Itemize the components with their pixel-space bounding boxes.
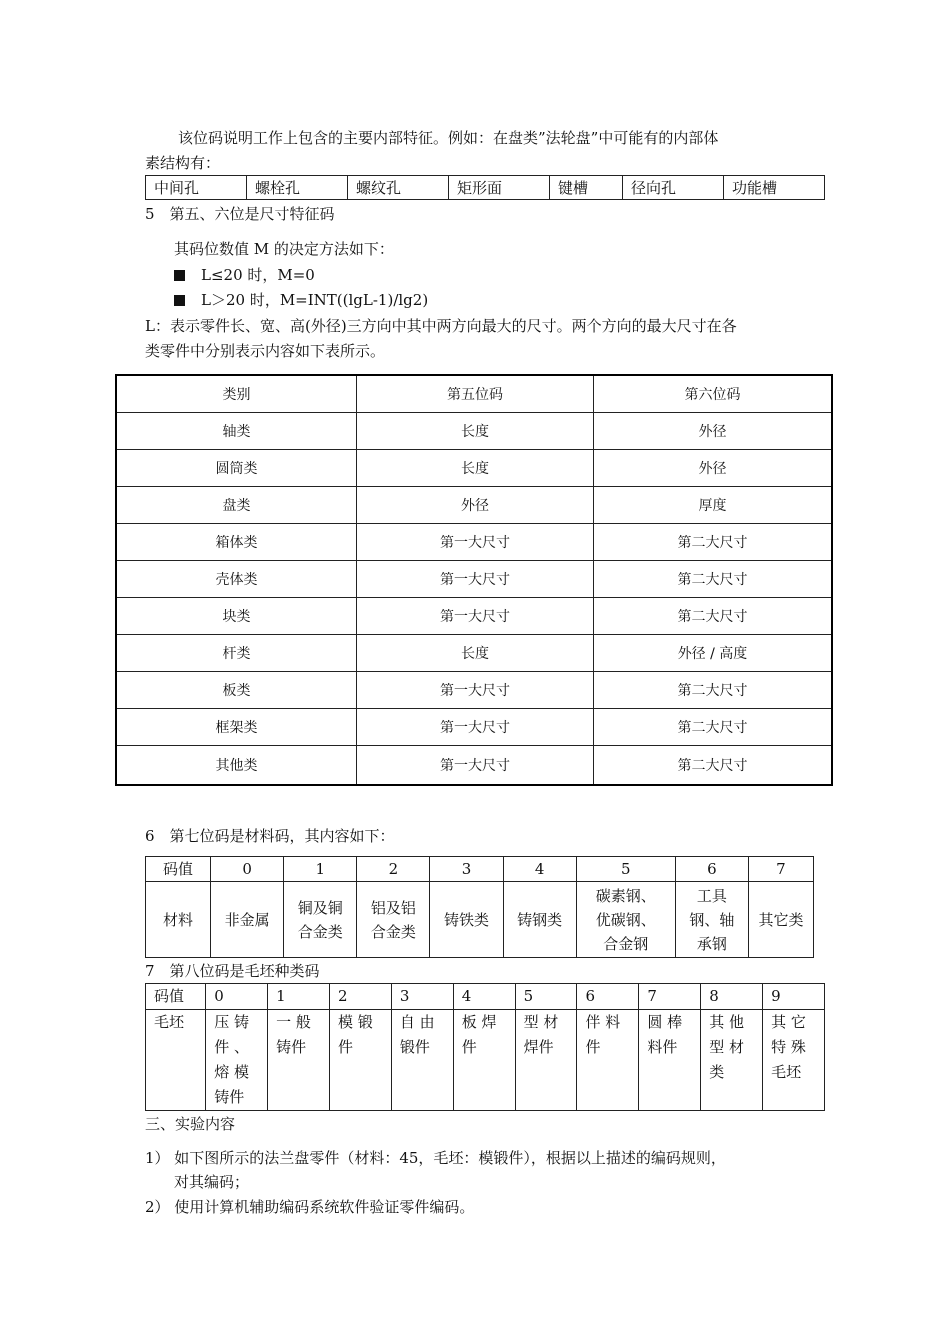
section5-desc-2: 类零件中分别表示内容如下表所示。 [145, 342, 386, 360]
cell-line: 其 他 [709, 1013, 744, 1031]
cell-line: 其它类 [758, 910, 804, 929]
size-code-table [115, 374, 833, 786]
table-cell [763, 1010, 825, 1111]
cell-line: 工具 [696, 886, 727, 905]
table-cell: 外径 [594, 450, 833, 487]
cell-line: 压 铸 [214, 1013, 249, 1031]
code-cell: 1 [268, 984, 330, 1010]
cell-line: 自 由 [399, 1013, 435, 1031]
table-cell: 矩形面 [449, 176, 550, 200]
table-header-row [146, 857, 814, 882]
code-cell: 1 [284, 857, 357, 882]
table-cell [748, 882, 813, 958]
table-cell: 长度 [357, 635, 594, 672]
task-1-line-2: 对其编码； [174, 1173, 250, 1191]
section5-heading: 5 第五、六位是尺寸特征码 [145, 205, 335, 223]
code-cell: 7 [639, 984, 701, 1010]
cell-line: 合金类 [370, 922, 416, 941]
cell-line: 一 般 [276, 1013, 311, 1031]
cell-line: 型 材 [523, 1013, 559, 1031]
table-row [116, 672, 832, 709]
cell-line: 料件 [647, 1038, 678, 1056]
table-cell: 轴类 [116, 413, 357, 450]
table-cell: 螺栓孔 [247, 176, 348, 200]
square-bullet-icon [174, 270, 185, 281]
bullet-2 [174, 290, 428, 310]
table-cell: 第二大尺寸 [594, 746, 833, 786]
cell-line: 非金属 [224, 910, 270, 929]
table-cell: 键槽 [550, 176, 623, 200]
table-cell [268, 1010, 330, 1111]
material-code-table [145, 856, 814, 958]
cell-line: 铸件 [276, 1038, 307, 1056]
intro-line-2: 素结构有： [145, 154, 221, 172]
code-cell: 5 [576, 857, 675, 882]
table-header-row [146, 984, 825, 1010]
cell-line: 焊件 [523, 1038, 554, 1056]
blank-type-table [145, 983, 825, 1111]
section3-heading: 三、实验内容 [145, 1115, 236, 1133]
code-cell: 0 [206, 984, 268, 1010]
code-cell: 2 [329, 984, 391, 1010]
code-cell: 9 [763, 984, 825, 1010]
column-header: 第五位码 [357, 375, 594, 413]
table-cell [639, 1010, 701, 1111]
table-cell: 其他类 [116, 746, 357, 786]
code-cell: 6 [675, 857, 748, 882]
table-cell [211, 882, 284, 958]
table-cell: 外径 [357, 487, 594, 524]
table-cell: 功能槽 [723, 176, 824, 200]
section6-heading: 6 第七位码是材料码，其内容如下： [145, 827, 395, 845]
table-header-row [116, 375, 832, 413]
table-cell: 第二大尺寸 [594, 598, 833, 635]
cell-line: 型 材 [709, 1038, 744, 1056]
row-label: 毛坯 [146, 1010, 206, 1111]
cell-line: 合金类 [297, 922, 343, 941]
cell-line: 特 殊 [771, 1038, 806, 1056]
cell-line: 熔 模 [214, 1063, 249, 1081]
row-label: 码值 [146, 984, 206, 1010]
cell-line: 承钢 [696, 934, 727, 953]
table-cell [391, 1010, 453, 1111]
table-cell: 中间孔 [146, 176, 247, 200]
table-cell [515, 1010, 577, 1111]
cell-line: 铸钢类 [517, 910, 563, 929]
code-cell: 4 [503, 857, 576, 882]
table-row [116, 413, 832, 450]
table-cell: 第二大尺寸 [594, 561, 833, 598]
table-cell [206, 1010, 268, 1111]
table-cell: 第一大尺寸 [357, 672, 594, 709]
table-row [116, 635, 832, 672]
table-cell: 框架类 [116, 709, 357, 746]
cell-line: 铸铁类 [443, 910, 489, 929]
section5-desc-1: L：表示零件长、宽、高(外径)三方向中其中两方向最大的尺寸。两个方向的最大尺寸在各 [145, 317, 737, 335]
table-cell: 外径 / 高度 [594, 635, 833, 672]
code-cell: 6 [577, 984, 639, 1010]
cell-line: 优碳钢、 [595, 910, 656, 929]
table-cell: 第一大尺寸 [357, 561, 594, 598]
bullet-1 [174, 265, 315, 285]
section7-heading: 7 第八位码是毛坯种类码 [145, 962, 320, 980]
intro-line-1: 该位码说明工作上包含的主要内部特征。例如：在盘类”法轮盘”中可能有的内部体 [178, 129, 719, 147]
table-cell [701, 1010, 763, 1111]
table-row [116, 450, 832, 487]
table-row [116, 598, 832, 635]
table-cell: 盘类 [116, 487, 357, 524]
table-cell: 第二大尺寸 [594, 709, 833, 746]
table-row [146, 882, 814, 958]
code-cell: 8 [701, 984, 763, 1010]
table-cell: 第二大尺寸 [594, 672, 833, 709]
cell-line: 其 它 [771, 1013, 806, 1031]
cell-line: 钢、轴 [689, 910, 735, 929]
cell-line: 毛坯 [771, 1063, 802, 1081]
table-cell [576, 882, 675, 958]
table-cell [577, 1010, 639, 1111]
code-cell: 4 [453, 984, 515, 1010]
table-cell [284, 882, 357, 958]
table-cell: 径向孔 [622, 176, 723, 200]
cell-line: 件 、 [214, 1038, 249, 1056]
table-cell [357, 882, 430, 958]
cell-line: 碳素钢、 [595, 886, 656, 905]
table-cell: 第一大尺寸 [357, 746, 594, 786]
task-1-line-1: 1） 如下图所示的法兰盘零件（材料：45，毛坯：模锻件），根据以上描述的编码规则， [145, 1149, 726, 1167]
table-cell: 杆类 [116, 635, 357, 672]
table-cell: 长度 [357, 413, 594, 450]
table-row [116, 487, 832, 524]
code-cell: 0 [211, 857, 284, 882]
column-header: 类别 [116, 375, 357, 413]
cell-line: 锻件 [399, 1038, 430, 1056]
row-label: 材料 [146, 882, 211, 958]
table-cell [329, 1010, 391, 1111]
row-label: 码值 [146, 857, 211, 882]
table-cell [430, 882, 503, 958]
table-cell: 箱体类 [116, 524, 357, 561]
task-2: 2） 使用计算机辅助编码系统软件验证零件编码。 [145, 1198, 475, 1216]
cell-line: 伴 料 [585, 1013, 621, 1031]
bullet-2-text: L＞20 时，M=INT((lgL-1)/lg2) [201, 291, 429, 309]
cell-line: 合金钢 [603, 934, 649, 953]
table-cell: 板类 [116, 672, 357, 709]
table-cell: 第一大尺寸 [357, 524, 594, 561]
cell-line: 圆 棒 [647, 1013, 683, 1031]
table-row [146, 176, 825, 200]
code-cell: 7 [748, 857, 813, 882]
table-cell [675, 882, 748, 958]
cell-line: 类 [709, 1063, 725, 1081]
table-cell [503, 882, 576, 958]
table-cell: 块类 [116, 598, 357, 635]
code-cell: 3 [391, 984, 453, 1010]
square-bullet-icon [174, 295, 185, 306]
table-row [116, 524, 832, 561]
internal-features-table [145, 175, 825, 200]
cell-line: 模 锻 [337, 1013, 373, 1031]
table-cell: 螺纹孔 [348, 176, 449, 200]
table-row [116, 709, 832, 746]
code-cell: 5 [515, 984, 577, 1010]
cell-line: 板 焊 [461, 1013, 497, 1031]
table-row [146, 1010, 825, 1111]
code-cell: 3 [430, 857, 503, 882]
cell-line: 铜及铜 [297, 898, 343, 917]
cell-line: 铸件 [214, 1088, 245, 1106]
table-cell: 壳体类 [116, 561, 357, 598]
column-header: 第六位码 [594, 375, 833, 413]
cell-line: 铝及铝 [370, 898, 416, 917]
table-cell [453, 1010, 515, 1111]
bullet-1-text: L≤20 时，M=0 [201, 266, 315, 284]
section5-method: 其码位数值 M 的决定方法如下： [174, 240, 394, 258]
code-cell: 2 [357, 857, 430, 882]
table-cell: 圆筒类 [116, 450, 357, 487]
cell-line: 件 [337, 1038, 353, 1056]
table-cell: 第二大尺寸 [594, 524, 833, 561]
table-row [116, 561, 832, 598]
table-cell: 外径 [594, 413, 833, 450]
table-cell: 厚度 [594, 487, 833, 524]
table-row [116, 746, 832, 786]
table-cell: 第一大尺寸 [357, 709, 594, 746]
cell-line: 件 [585, 1038, 601, 1056]
table-cell: 第一大尺寸 [357, 598, 594, 635]
table-cell: 长度 [357, 450, 594, 487]
cell-line: 件 [461, 1038, 477, 1056]
